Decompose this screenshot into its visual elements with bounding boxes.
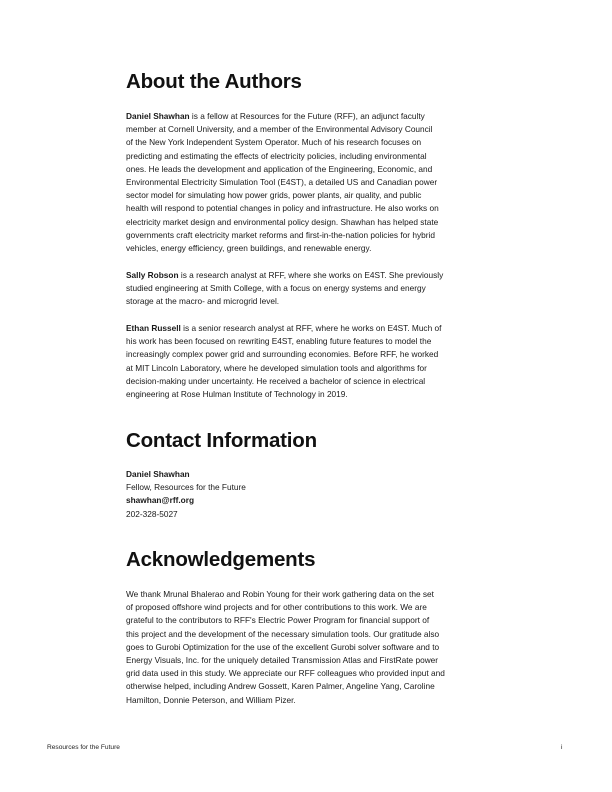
ack-line: We thank Mrunal Bhalerao and Robin Young for their work gathering data on the set [126, 589, 434, 599]
bio-line: decision-making under uncertainty. He received a bachelor of science in electrical [126, 375, 426, 386]
page-number: i [561, 744, 563, 751]
bio-line: at MIT Lincoln Laboratory, where he developed simulation tools and algorithms for [126, 362, 427, 373]
bio-line: studied engineering at Smith College, with a focus on energy systems and energy [126, 283, 426, 294]
contact-name: Daniel Shawhan [126, 469, 190, 479]
ack-line: grid data used in this study. We appreciate our RFF colleagues who provided input and [126, 668, 445, 679]
ack-line: goes to Gurobi Optimization for the use of the excellent Gurobi solver software and to [126, 641, 440, 652]
contact-title: Fellow, Resources for the Future [126, 482, 246, 493]
author-bio-russell [126, 322, 486, 401]
contact-phone: 202-328-5027 [126, 508, 178, 519]
bio-line: Environmental Electricity Simulation Tool (E4ST), a detailed US and Canadian power [126, 177, 438, 188]
author-name: Ethan Russell [126, 323, 181, 333]
bio-line: ones. He leads the development and application of the Engineering, Economic, and [126, 163, 433, 174]
bio-line: Ethan Russell is a senior research analyst at RFF, where he works on E4ST. Much of [126, 323, 442, 333]
acknowledgements-heading: Acknowledgements [126, 548, 316, 571]
bio-line: predicting and estimating the effects of electricity policies, including environmental [126, 150, 427, 161]
bio-line: of the New York Independent System Operator. Much of his research focuses on [126, 137, 422, 148]
author-name: Daniel Shawhan [126, 111, 190, 121]
about-authors-heading: About the Authors [126, 70, 302, 93]
bio-line: engineering at Rose Hulman Institute of Technology in 2019. [126, 389, 348, 400]
author-bio-robson [126, 269, 486, 309]
bio-line: Daniel Shawhan is a fellow at Resources for the Future (RFF), an adjunct faculty [126, 111, 425, 121]
ack-line: this project and the development of the necessary simulation tools. Our gratitude also [126, 628, 440, 639]
bio-line: his work has been focused on rewriting E4ST, enabling future features to model the [126, 336, 432, 347]
bio-line: health will respond to potential changes in policy and infrastructure. He also works on [126, 203, 439, 214]
bio-line: storage at the macro- and microgrid level. [126, 296, 280, 307]
bio-line: governments craft electricity market reforms and first-in-the-nation policies for hybrid [126, 229, 435, 240]
ack-line: Hamilton, Donnie Peterson, and William Pizer. [126, 694, 296, 705]
ack-line: grateful to the contributors to RFF's Electric Power Program for financial support of [126, 615, 430, 626]
bio-line: vehicles, energy efficiency, green buildings, and renewable energy. [126, 243, 372, 254]
acknowledgements-text [126, 588, 486, 707]
contact-block [126, 468, 246, 521]
ack-line: Energy Visuals, Inc. for the uniquely detailed Transmission Atlas and FirstRate power [126, 655, 439, 666]
ack-line: of proposed offshore wind projects and for other contributions to this work. We are [126, 602, 427, 613]
contact-email-link[interactable]: shawhan@rff.org [126, 495, 195, 506]
bio-line: Sally Robson is a research analyst at RFF, where she works on E4ST. She previously [126, 270, 444, 280]
author-bio-shawhan [126, 110, 486, 255]
bio-line: electricity market design and environmental policy design. Shawhan has helped state [126, 216, 439, 227]
contact-heading: Contact Information [126, 429, 317, 452]
bio-line: sector model for simulating how power grids, power plants, air quality, and public [126, 190, 422, 201]
author-name: Sally Robson [126, 270, 179, 280]
bio-line: member at Cornell University, and a member of the Environmental Advisory Council [126, 124, 433, 135]
footer-organization: Resources for the Future [47, 744, 120, 751]
bio-line: increasingly complex power grid and surrounding economies. Before RFF, he worked [126, 349, 439, 360]
ack-line: otherwise helped, including Andrew Gossett, Karen Palmer, Angeline Yang, Caroline [126, 681, 435, 692]
